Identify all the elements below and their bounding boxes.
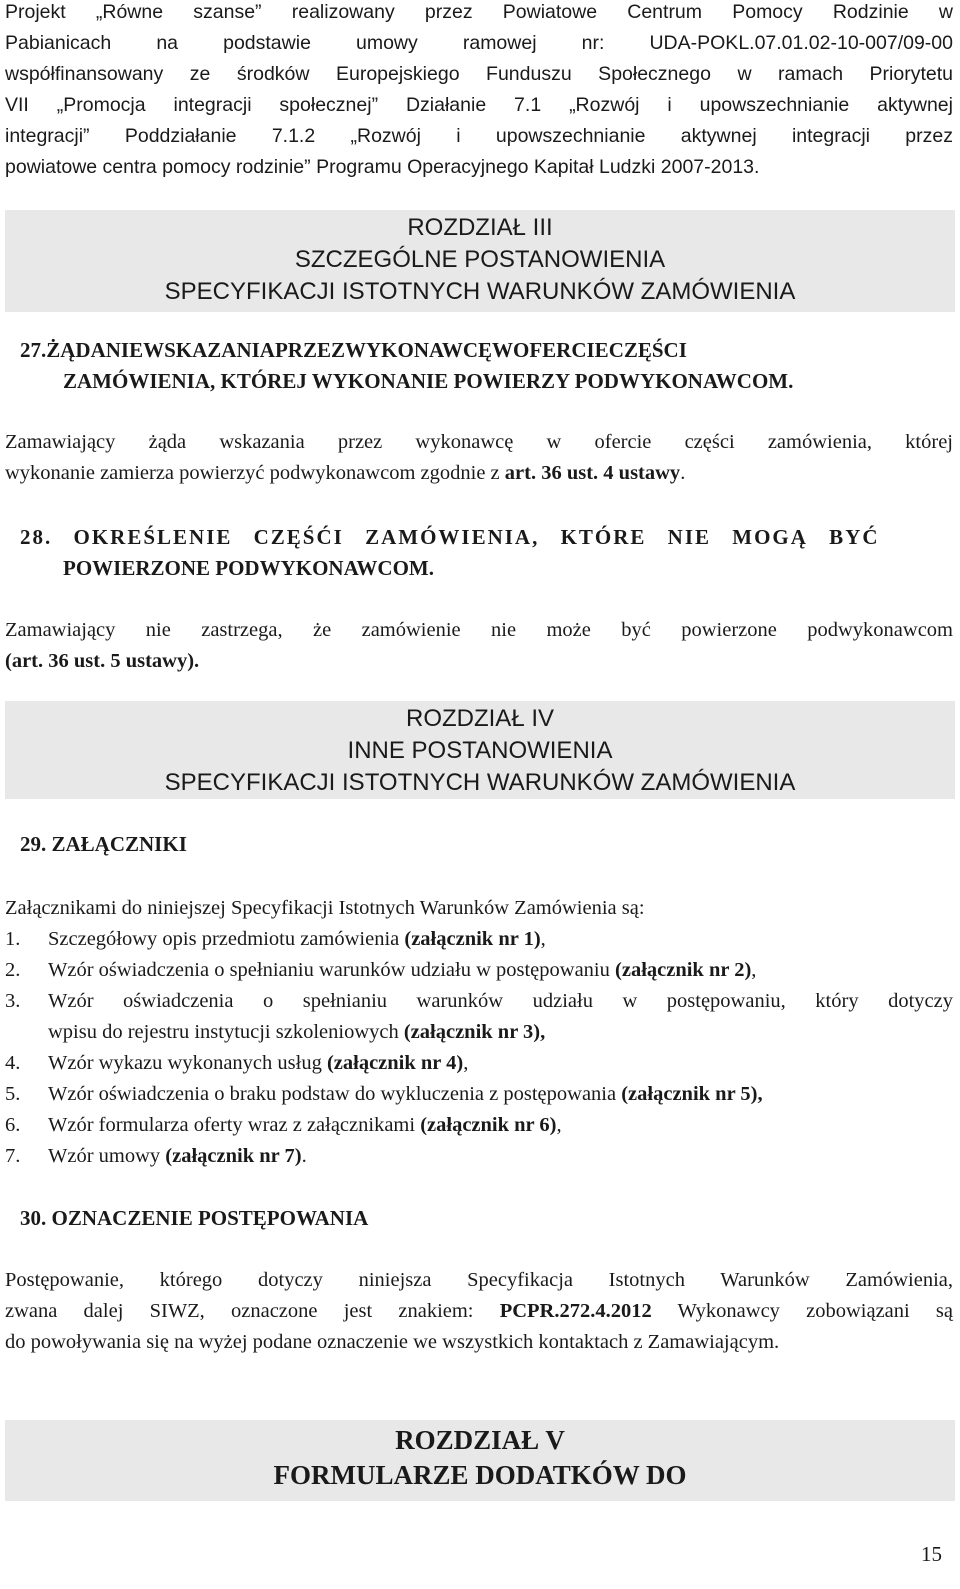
section-29-heading-line: 29. ZAŁĄCZNIKI [20, 832, 187, 856]
list-item-number: 5. [5, 1083, 21, 1105]
chapter-4-title: ROZDZIAŁ IV [405, 705, 555, 732]
text-run: , [463, 1052, 469, 1074]
list-item-number: 7. [5, 1145, 21, 1167]
intro-line: Projekt „Równe szanse” realizowany przez Powiatowe Centrum Pomocy Rodzinie w [5, 1, 953, 23]
list-item-text [48, 955, 953, 986]
text-run: Wykonawcy zobowiązani są [651, 1300, 953, 1322]
text-run: Wzór umowy [48, 1145, 166, 1167]
list-item-number: 4. [5, 1052, 21, 1074]
chapter-5-subtitle: FORMULARZE DODATKÓW DO [273, 1460, 687, 1490]
section-30-heading [20, 1203, 955, 1234]
attachments-list [5, 924, 953, 1172]
text-run: Wzór wykazu wykonanych usług [48, 1052, 327, 1074]
section-28-body [5, 615, 953, 677]
text-run: Szczegółowy opis przedmiotu zamówienia [48, 928, 405, 950]
list-item [5, 1048, 953, 1079]
heading-word: ŻĄDANIE [46, 338, 144, 362]
section-27-body-line [5, 458, 953, 489]
heading-word: W [492, 338, 513, 362]
intro-line: integracji” Poddziałanie 7.1.2 „Rozwój i upowszechnianie aktywnej integracji przez [5, 125, 953, 147]
text-run: , [556, 1114, 562, 1136]
page-number: 15 [921, 1542, 942, 1566]
text-run: . [680, 462, 686, 484]
chapter-3-subtitle: SZCZEGÓLNE POSTANOWIENIA [294, 246, 666, 273]
text-run: Wzór oświadczenia o spełnianiu warunków udziału w postępowaniu [48, 959, 616, 981]
list-item [5, 986, 953, 1048]
legal-reference: art. 36 ust. 4 ustawy [504, 462, 681, 484]
section-28-body-line: Zamawiający nie zastrzega, że zamówienie nie może być powierzone podwykonawcom [5, 619, 953, 641]
chapter-5-header [5, 1420, 955, 1501]
chapter-4-subtitle-2: SPECYFIKACJI ISTOTNYCH WARUNKÓW ZAMÓWIENIA [164, 769, 796, 796]
section-28-heading [20, 522, 955, 584]
text-run: . [301, 1145, 307, 1167]
chapter-5-title: ROZDZIAŁ V [395, 1425, 565, 1455]
intro-line: współfinansowany ze środków Europejskiego Funduszu Społecznego w ramach Priorytetu [5, 63, 953, 85]
section-27-body-line: Zamawiający żąda wskazania przez wykonawcę w ofercie części zamówienia, której [5, 431, 953, 453]
text-run: wpisu do rejestru instytucji szkoleniowych [48, 1021, 404, 1043]
list-item-number: 1. [5, 928, 21, 950]
text-run: Wzór formularza oferty wraz z załącznikami [48, 1114, 421, 1136]
section-30-heading-line: 30. OZNACZENIE POSTĘPOWANIA [20, 1206, 369, 1230]
section-30-body-line: Postępowanie, którego dotyczy niniejsza Specyfikacja Istotnych Warunków Zamówienia, [5, 1269, 953, 1291]
list-item [5, 1141, 953, 1172]
list-item-number: 2. [5, 959, 21, 981]
list-item-text [48, 986, 953, 1048]
heading-word: WSKAZANIA [143, 338, 275, 362]
section-29-intro [5, 893, 953, 924]
list-item [5, 1079, 953, 1110]
case-reference: PCPR.272.4.2012 [499, 1300, 652, 1322]
list-item-number: 6. [5, 1114, 21, 1136]
text-run-line [48, 1017, 953, 1048]
intro-line: VII „Promocja integracji społecznej” Działanie 7.1 „Rozwój i upowszechnianie aktywnej [5, 94, 953, 116]
attachment-reference: (załącznik nr 1) [404, 928, 541, 950]
text-run: zwana dalej SIWZ, oznaczone jest znakiem: [5, 1300, 500, 1322]
list-item [5, 955, 953, 986]
attachment-reference: (załącznik nr 7) [165, 1145, 302, 1167]
list-item-text [48, 1141, 953, 1172]
list-item-text [48, 1110, 953, 1141]
attachment-reference: (załącznik nr 4) [326, 1052, 464, 1074]
heading-word: PRZEZ [274, 338, 345, 362]
attachment-reference: (załącznik nr 3), [403, 1021, 546, 1043]
section-30-body [5, 1265, 953, 1358]
section-27-heading [20, 335, 955, 397]
intro-paragraph [5, 0, 953, 183]
text-run: , [540, 928, 546, 950]
chapter-3-header [5, 210, 955, 312]
chapter-4-subtitle: INNE POSTANOWIENIA [347, 737, 613, 764]
text-run: wykonanie zamierza powierzyć podwykonawcom zgodnie z [5, 462, 505, 484]
attachment-reference: (załącznik nr 2) [615, 959, 752, 981]
section-28-heading-line: POWIERZONE PODWYKONAWCOM. [63, 556, 435, 580]
chapter-3-subtitle-2: SPECYFIKACJI ISTOTNYCH WARUNKÓW ZAMÓWIENIA [164, 278, 796, 305]
section-28-body-line: (art. 36 ust. 5 ustawy). [5, 650, 200, 672]
section-27-body [5, 427, 953, 489]
intro-line: powiatowe centra pomocy rodzinie” Programu Operacyjnego Kapitał Ludzki 2007-2013. [5, 156, 760, 178]
heading-word: CZĘŚCI [608, 338, 687, 362]
section-29-intro-line: Załącznikami do niniejszej Specyfikacji Istotnych Warunków Zamówienia są: [5, 897, 645, 919]
list-item-text [48, 924, 953, 955]
list-item [5, 1110, 953, 1141]
intro-line: Pabianicach na podstawie umowy ramowej nr: UDA-POKL.07.01.02-10-007/09-00 [5, 32, 953, 54]
heading-word: 27. [20, 338, 47, 362]
list-item-text [48, 1048, 953, 1079]
section-28-heading-line: 28. OKREŚLENIE CZĘŚĆI ZAMÓWIENIA, KTÓRE NIE MOGĄ BYĆ [20, 525, 880, 549]
section-29-heading [20, 829, 955, 860]
heading-word: WYKONAWCĘ [344, 338, 492, 362]
text-run: Wzór oświadczenia o spełnianiu warunków udziału w postępowaniu, który dotyczy [48, 990, 953, 1012]
attachment-reference: (załącznik nr 6) [420, 1114, 557, 1136]
section-30-body-line [5, 1296, 953, 1327]
list-item [5, 924, 953, 955]
text-run: , [751, 959, 757, 981]
chapter-3-title: ROZDZIAŁ III [407, 214, 553, 241]
section-27-heading-line: ZAMÓWIENIA, KTÓREJ WYKONANIE POWIERZY PODWYKONAWCOM. [63, 369, 794, 393]
section-27-heading-line [20, 335, 955, 366]
attachment-reference: (załącznik nr 5), [621, 1083, 763, 1105]
section-30-body-line: do powoływania się na wyżej podane oznaczenie we wszystkich kontaktach z Zamawiającym. [5, 1331, 780, 1353]
list-item-text [48, 1079, 953, 1110]
list-item-number: 3. [5, 990, 21, 1012]
heading-word: OFERCIE [513, 338, 609, 362]
text-run: Wzór oświadczenia o braku podstaw do wykluczenia z postępowania [48, 1083, 622, 1105]
chapter-4-header [5, 701, 955, 799]
